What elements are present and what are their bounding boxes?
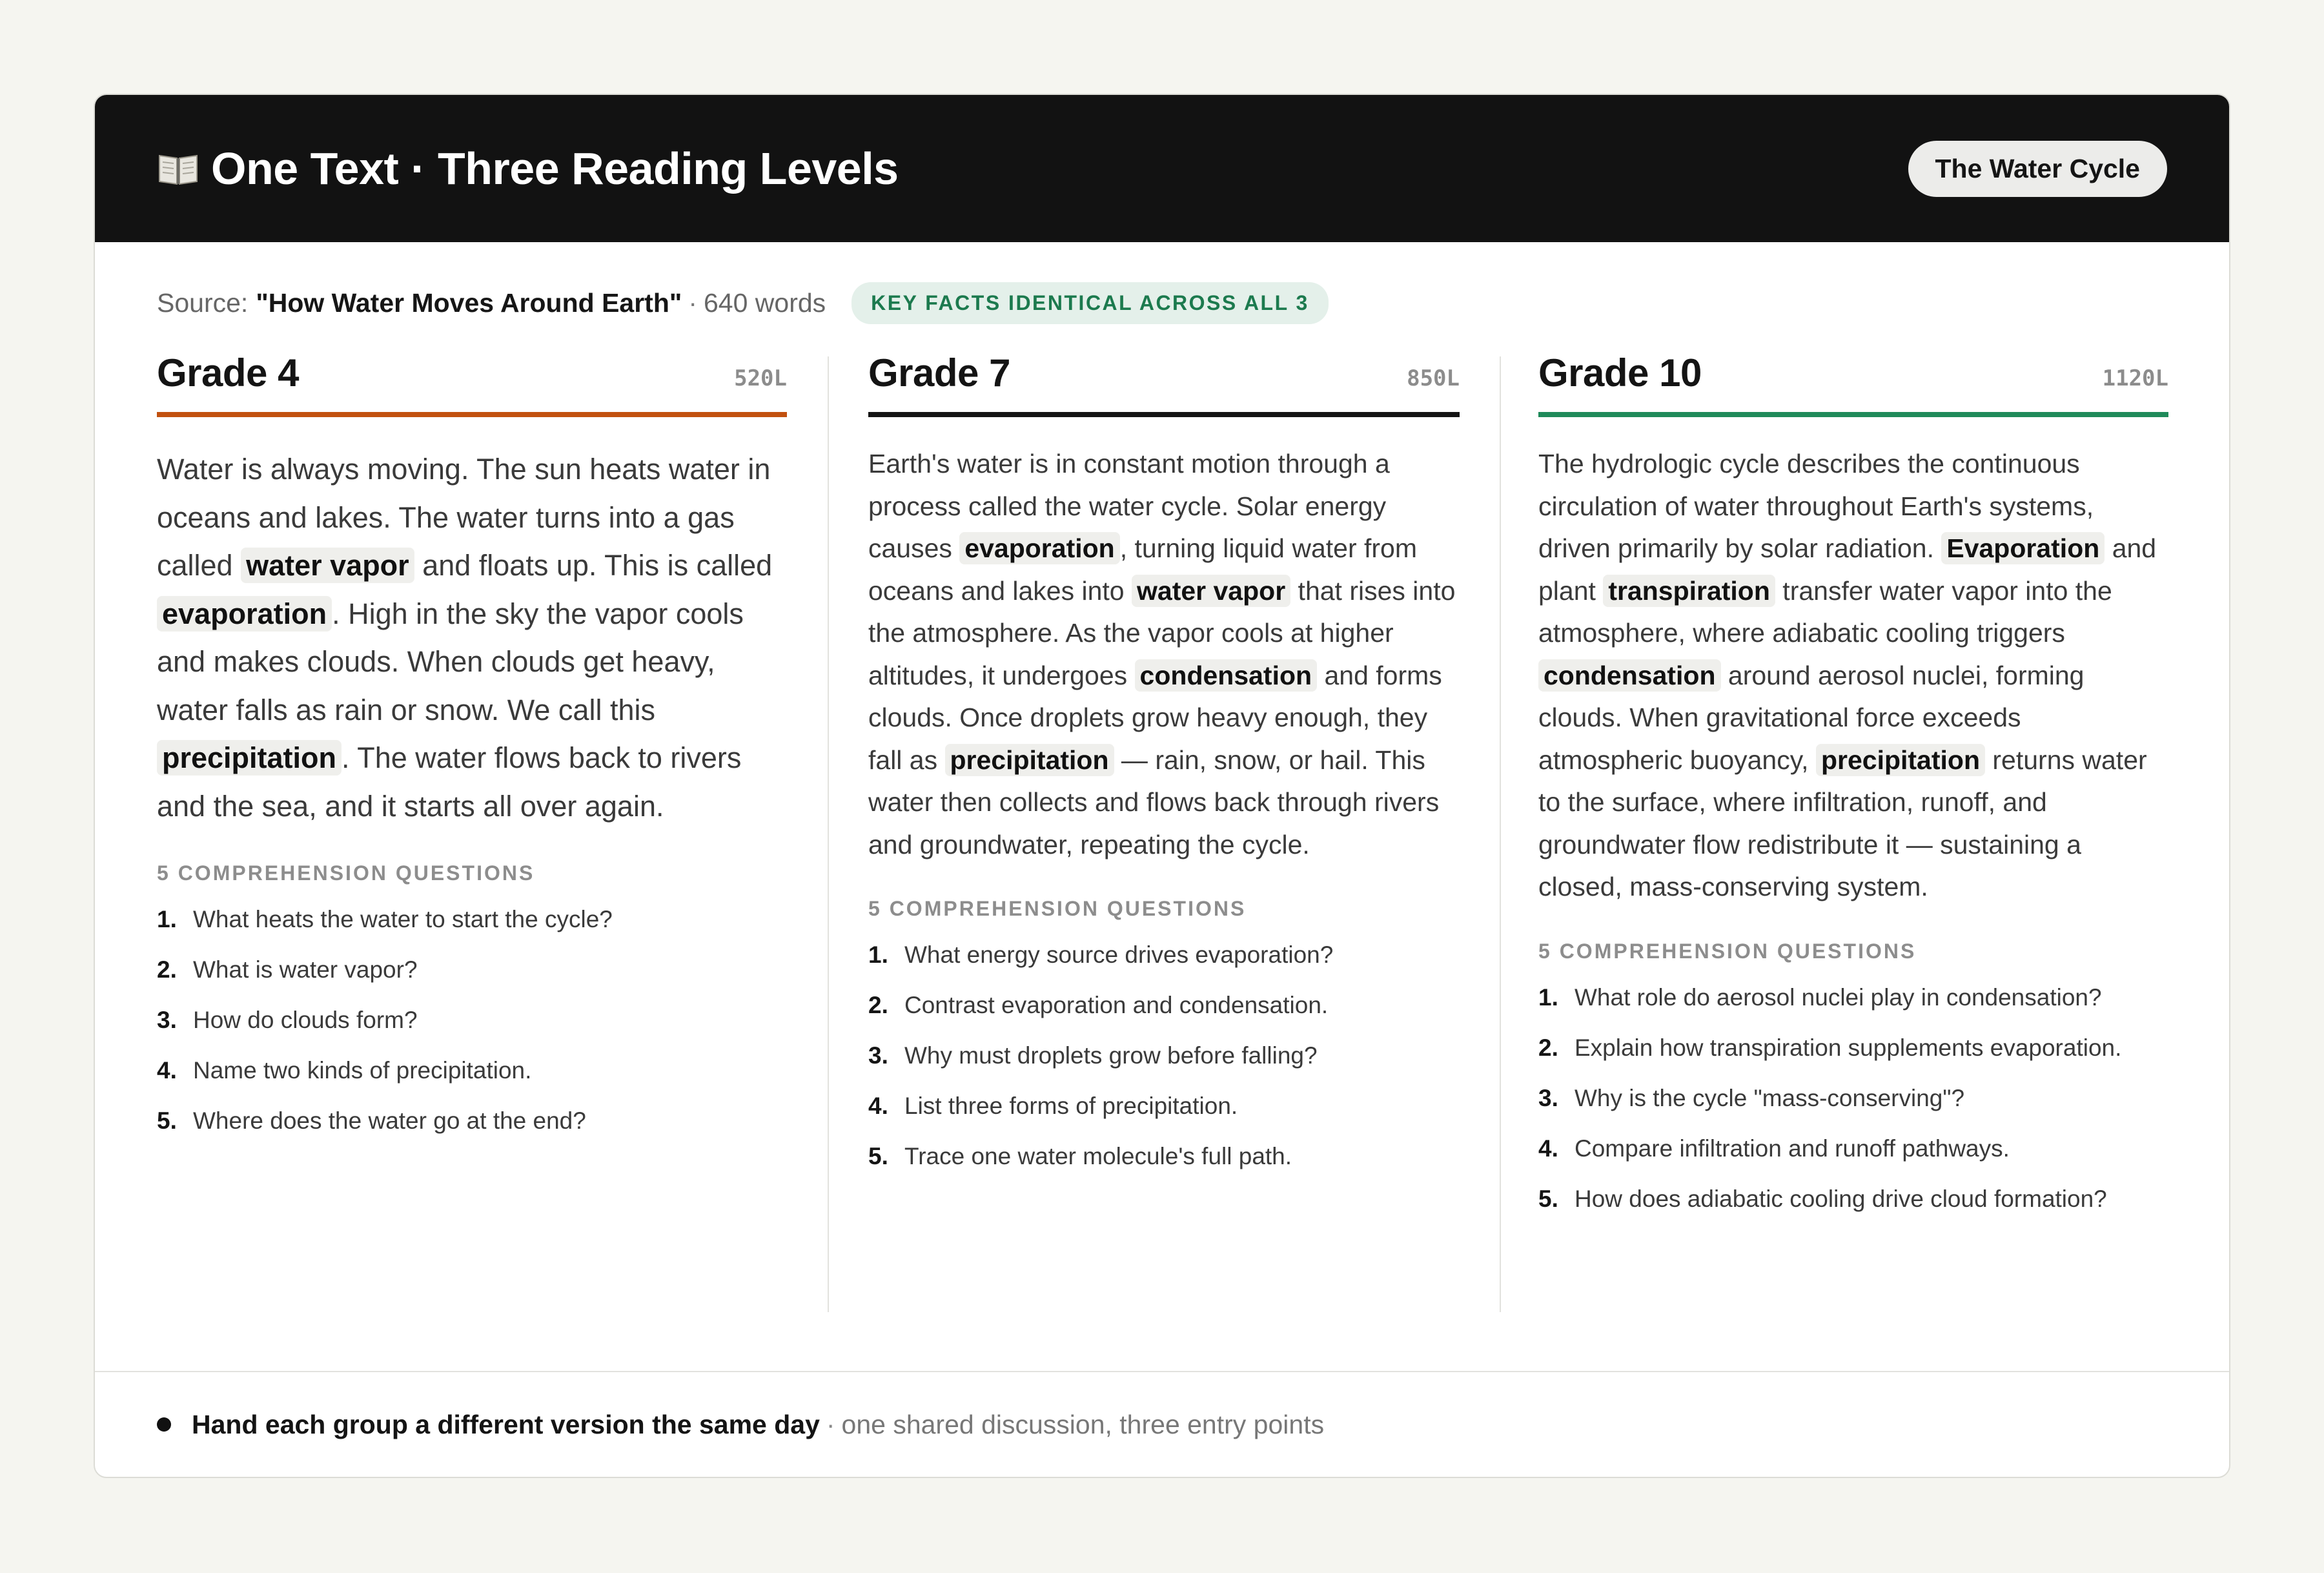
question-text: List three forms of precipitation. [904,1093,1238,1119]
question-text: What heats the water to start the cycle? [193,906,613,932]
question-number: 4. [157,1057,177,1084]
lexile-level: 850L [1407,365,1460,391]
question-item [1538,1031,2168,1065]
lexile-level: 520L [734,365,787,391]
source-title: "How Water Moves Around Earth" [256,288,682,318]
question-number: 5. [868,1143,888,1169]
question-text: Why is the cycle "mass-conserving"? [1575,1084,1965,1111]
question-number: 5. [1538,1185,1558,1212]
question-item [1538,980,2168,1015]
reading-passage [1538,443,2168,909]
column-header [1538,350,2168,395]
grade-title: Grade 7 [868,351,1010,395]
question-item [157,1104,787,1138]
question-item [868,988,1460,1023]
question-number: 1. [157,906,177,932]
questions-list [868,938,1460,1174]
question-item [157,902,787,937]
question-number: 3. [157,1007,177,1033]
source-separator: · [688,288,697,318]
passage-text: , turning liquid water from oceans and lakes into [868,533,1418,606]
question-number: 4. [1538,1135,1558,1162]
passage-text: and plant [1538,533,2157,606]
question-text: Why must droplets grow before falling? [904,1042,1318,1069]
questions-heading: 5 COMPREHENSION QUESTIONS [1538,939,1917,963]
source-line [157,282,1329,324]
question-text: What role do aerosol nuclei play in condensation? [1575,983,2102,1011]
questions-list [157,902,787,1138]
open-book-icon [157,150,199,187]
question-item [868,938,1460,972]
question-text: Contrast evaporation and condensation. [904,992,1329,1018]
card-header [95,95,2229,242]
bullet-icon [157,1417,171,1432]
title-text: One Text · Three Reading Levels [211,143,899,194]
key-term: precipitation [945,744,1114,776]
passage-text: returns water to the surface, where infiltration, runoff, and groundwater flow redistribute it — sustaining a closed, mass-conserving system. [1538,745,2147,901]
grade-4-column [157,350,787,1154]
grade-title: Grade 10 [1538,351,1702,395]
question-number: 2. [1538,1034,1558,1061]
question-item [868,1139,1460,1174]
question-text: What is water vapor? [193,956,418,983]
question-item [157,1053,787,1088]
topic-badge: The Water Cycle [1908,141,2167,197]
key-term: precipitation [1816,744,1985,776]
questions-heading: 5 COMPREHENSION QUESTIONS [868,897,1247,920]
passage-text: and floats up. This is called [414,549,773,582]
key-facts-badge: KEY FACTS IDENTICAL ACROSS ALL 3 [851,282,1329,324]
questions-heading: 5 COMPREHENSION QUESTIONS [157,861,535,885]
grade-7-column [868,350,1460,1189]
question-number: 3. [1538,1084,1558,1111]
question-text: Name two kinds of precipitation. [193,1057,532,1084]
question-number: 2. [868,992,888,1018]
question-text: Compare infiltration and runoff pathways. [1575,1135,2010,1162]
reading-passage [868,443,1460,866]
lexile-level: 1120L [2102,365,2168,391]
word-count: 640 words [703,288,826,318]
key-term: evaporation [959,532,1119,564]
grade-accent-rule [868,412,1460,417]
grade-accent-rule [1538,412,2168,417]
key-term: condensation [1135,659,1318,692]
grade-accent-rule [157,412,787,417]
question-item [157,1003,787,1038]
footer-tip [95,1371,2229,1477]
question-number: 5. [157,1107,177,1134]
key-term: precipitation [157,740,341,776]
question-item [157,952,787,987]
key-term: evaporation [157,596,332,632]
passage-text: Water is always moving. The sun heats water in oceans and lakes. The water turns into a gas called [157,453,771,582]
question-text: Where does the water go at the end? [193,1107,586,1134]
question-number: 2. [157,956,177,983]
footer-separator: · [826,1409,835,1439]
grade-title: Grade 4 [157,351,299,395]
question-number: 3. [868,1042,888,1069]
reading-levels-card [94,94,2230,1478]
question-item [1538,1182,2168,1217]
grade-10-column [1538,350,2168,1232]
passage-text: . The water flows back to rivers and the sea, and it starts all over again. [157,741,742,823]
passage-text: around aerosol nuclei, forming clouds. When gravitational force exceeds atmospheric buoyancy, [1538,660,2084,775]
passage-text: — rain, snow, or hail. This water then collects and flows back through rivers and groundwater, repeating the cycle. [868,745,1440,859]
question-text: What energy source drives evaporation? [904,941,1334,968]
column-divider [828,356,829,1312]
question-number: 1. [1538,983,1558,1011]
key-term: transpiration [1603,575,1775,607]
passage-text: that rises into the atmosphere. As the vapor cools at higher altitudes, it undergoes [868,575,1456,690]
question-item [868,1038,1460,1073]
key-term: water vapor [1132,575,1290,607]
passage-text: The hydrologic cycle describes the continuous circulation of water throughout Earth's systems, driven primarily by solar radiation. [1538,449,2094,563]
key-term: water vapor [241,548,414,583]
footer-detail: one shared discussion, three entry points [841,1409,1325,1439]
passage-text: transfer water vapor into the atmosphere, where adiabatic cooling triggers [1538,575,2112,648]
column-header [157,350,787,395]
page-title [157,143,899,194]
question-item [868,1089,1460,1124]
footer-headline: Hand each group a different version the same day [192,1409,820,1439]
question-number: 1. [868,941,888,968]
question-number: 4. [868,1093,888,1119]
key-term: condensation [1538,659,1721,692]
key-term: Evaporation [1941,532,2105,564]
question-item [1538,1081,2168,1116]
passage-text: and forms clouds. Once droplets grow heavy enough, they fall as [868,660,1442,775]
column-header [868,350,1460,395]
passage-text: Earth's water is in constant motion through a process called the water cycle. Solar energy causes [868,449,1390,563]
questions-list [1538,980,2168,1217]
question-text: How do clouds form? [193,1007,418,1033]
reading-passage [157,446,787,830]
column-divider [1500,356,1501,1312]
question-item [1538,1131,2168,1166]
question-text: How does adiabatic cooling drive cloud formation? [1575,1185,2107,1212]
question-text: Explain how transpiration supplements evaporation. [1575,1034,2122,1061]
question-text: Trace one water molecule's full path. [904,1143,1292,1169]
source-label: Source: [157,288,249,318]
passage-text: . High in the sky the vapor cools and makes clouds. When clouds get heavy, water falls as rain or snow. We call this [157,597,744,726]
